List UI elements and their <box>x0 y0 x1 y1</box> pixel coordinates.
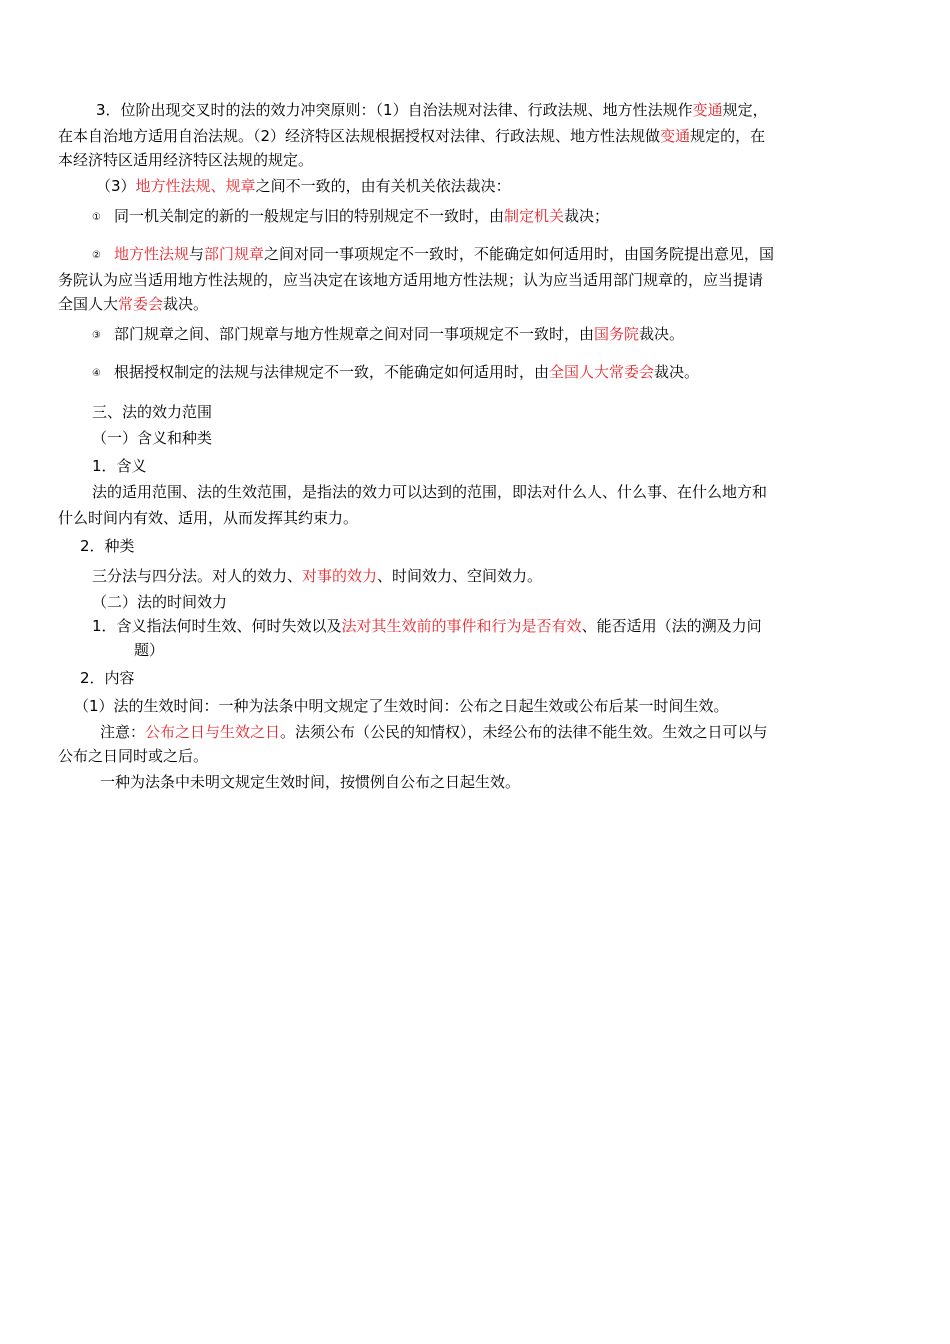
text-segment: 规定， <box>722 101 768 119</box>
text-segment: 规定的，在 <box>690 127 766 145</box>
highlight-text: 部门规章 <box>204 245 265 263</box>
text-segment: 同一机关制定的新的一般规定与旧的特别规定不一致时，由 <box>114 207 505 225</box>
text-line <box>92 456 912 476</box>
text-segment: 本经济特区适用经济特区法规的规定。 <box>58 151 314 169</box>
highlight-text: 常委会 <box>118 295 164 313</box>
text-segment: （1）法的生效时间：一种为法条中明文规定了生效时间：公布之日起生效或公布后某一时间生效。 <box>74 697 729 715</box>
list-marker: ③ <box>92 330 101 341</box>
text-segment: 部门规章之间、部门规章与地方性规章之间对同一事项规定不一致时，由 <box>114 325 595 343</box>
text-segment: 裁决。 <box>639 325 685 343</box>
text-line <box>92 244 912 266</box>
highlight-text: 地方性法规、规章 <box>135 177 256 195</box>
text-segment: （一）含义和种类 <box>92 429 213 447</box>
text-segment: 2．内容 <box>80 669 135 687</box>
text-segment: 裁决。 <box>163 295 209 313</box>
text-segment: 什么时间内有效、适用，从而发挥其约束力。 <box>58 509 359 527</box>
highlight-text: 变通 <box>692 101 723 119</box>
text-segment: 题） <box>134 641 165 659</box>
text-segment: 裁决； <box>564 207 610 225</box>
list-marker: ② <box>92 250 101 261</box>
text-segment: 在本自治地方适用自治法规。（2）经济特区法规根据授权对法律、行政法规、地方性法规做 <box>58 127 661 145</box>
text-segment: （3） <box>96 177 136 195</box>
text-segment: （二）法的时间效力 <box>92 593 228 611</box>
list-marker: ① <box>92 212 101 223</box>
text-line <box>58 746 878 766</box>
text-segment: 全国人大 <box>58 295 119 313</box>
text-line <box>58 150 878 170</box>
text-line <box>58 508 878 528</box>
text-segment: 之间对同一事项规定不一致时，不能确定如何适用时，由国务院提出意见，国 <box>264 245 775 263</box>
text-segment: 之间不一致的，由有关机关依法裁决： <box>255 177 511 195</box>
text-line <box>92 362 912 384</box>
text-segment: 法的适用范围、法的生效范围，是指法的效力可以达到的范围，即法对什么人、什么事、在什么地方和 <box>92 483 768 501</box>
highlight-text: 国务院 <box>594 325 640 343</box>
text-segment: 根据授权制定的法规与法律规定不一致，不能确定如何适用时，由 <box>114 363 550 381</box>
highlight-text: 地方性法规 <box>114 245 190 263</box>
text-line <box>80 536 900 556</box>
highlight-text: 法对其生效前的事件和行为是否有效 <box>341 617 582 635</box>
text-segment: 1．含义 <box>92 457 147 475</box>
highlight-text: 全国人大常委会 <box>549 363 655 381</box>
text-segment: 1．含义指法何时生效、何时失效以及 <box>92 617 342 635</box>
highlight-text: 公布之日与生效之日 <box>145 723 281 741</box>
text-segment: 务院认为应当适用地方性法规的，应当决定在该地方适用地方性法规；认为应当适用部门规章的，应当提请 <box>58 271 764 289</box>
text-line <box>100 772 920 792</box>
text-line <box>74 696 894 716</box>
highlight-text: 对事的效力 <box>302 567 378 585</box>
text-segment: 裁决。 <box>654 363 700 381</box>
text-segment: 三、法的效力范围 <box>92 403 213 421</box>
text-line <box>80 668 900 688</box>
text-segment: 三分法与四分法。对人的效力、 <box>92 567 303 585</box>
text-line <box>92 482 912 502</box>
text-line <box>92 402 912 422</box>
text-line <box>92 324 912 346</box>
text-segment: 2．种类 <box>80 537 135 555</box>
text-line <box>58 294 878 314</box>
list-marker: ④ <box>92 368 101 379</box>
text-segment: 、能否适用（法的溯及力问 <box>581 617 762 635</box>
text-segment: 与 <box>189 245 205 263</box>
text-segment: 、时间效力、空间效力。 <box>377 567 543 585</box>
highlight-text: 变通 <box>660 127 691 145</box>
text-segment: 注意： <box>100 723 146 741</box>
text-line <box>100 722 920 742</box>
text-line <box>58 126 878 146</box>
text-line <box>96 100 916 120</box>
text-line <box>96 176 916 196</box>
text-line <box>58 270 878 290</box>
text-line <box>92 592 912 612</box>
text-line <box>92 206 912 228</box>
text-line <box>92 616 912 636</box>
text-segment: 一种为法条中未明文规定生效时间，按惯例自公布之日起生效。 <box>100 773 521 791</box>
highlight-text: 制定机关 <box>504 207 565 225</box>
text-line <box>92 428 912 448</box>
text-line <box>92 566 912 586</box>
text-segment: 公布之日同时或之后。 <box>58 747 209 765</box>
text-segment: 3．位阶出现交叉时的法的效力冲突原则：（1）自治法规对法律、行政法规、地方性法规作 <box>96 101 693 119</box>
text-line <box>134 640 950 660</box>
text-segment: 。法须公布（公民的知情权），未经公布的法律不能生效。生效之日可以与 <box>280 723 768 741</box>
